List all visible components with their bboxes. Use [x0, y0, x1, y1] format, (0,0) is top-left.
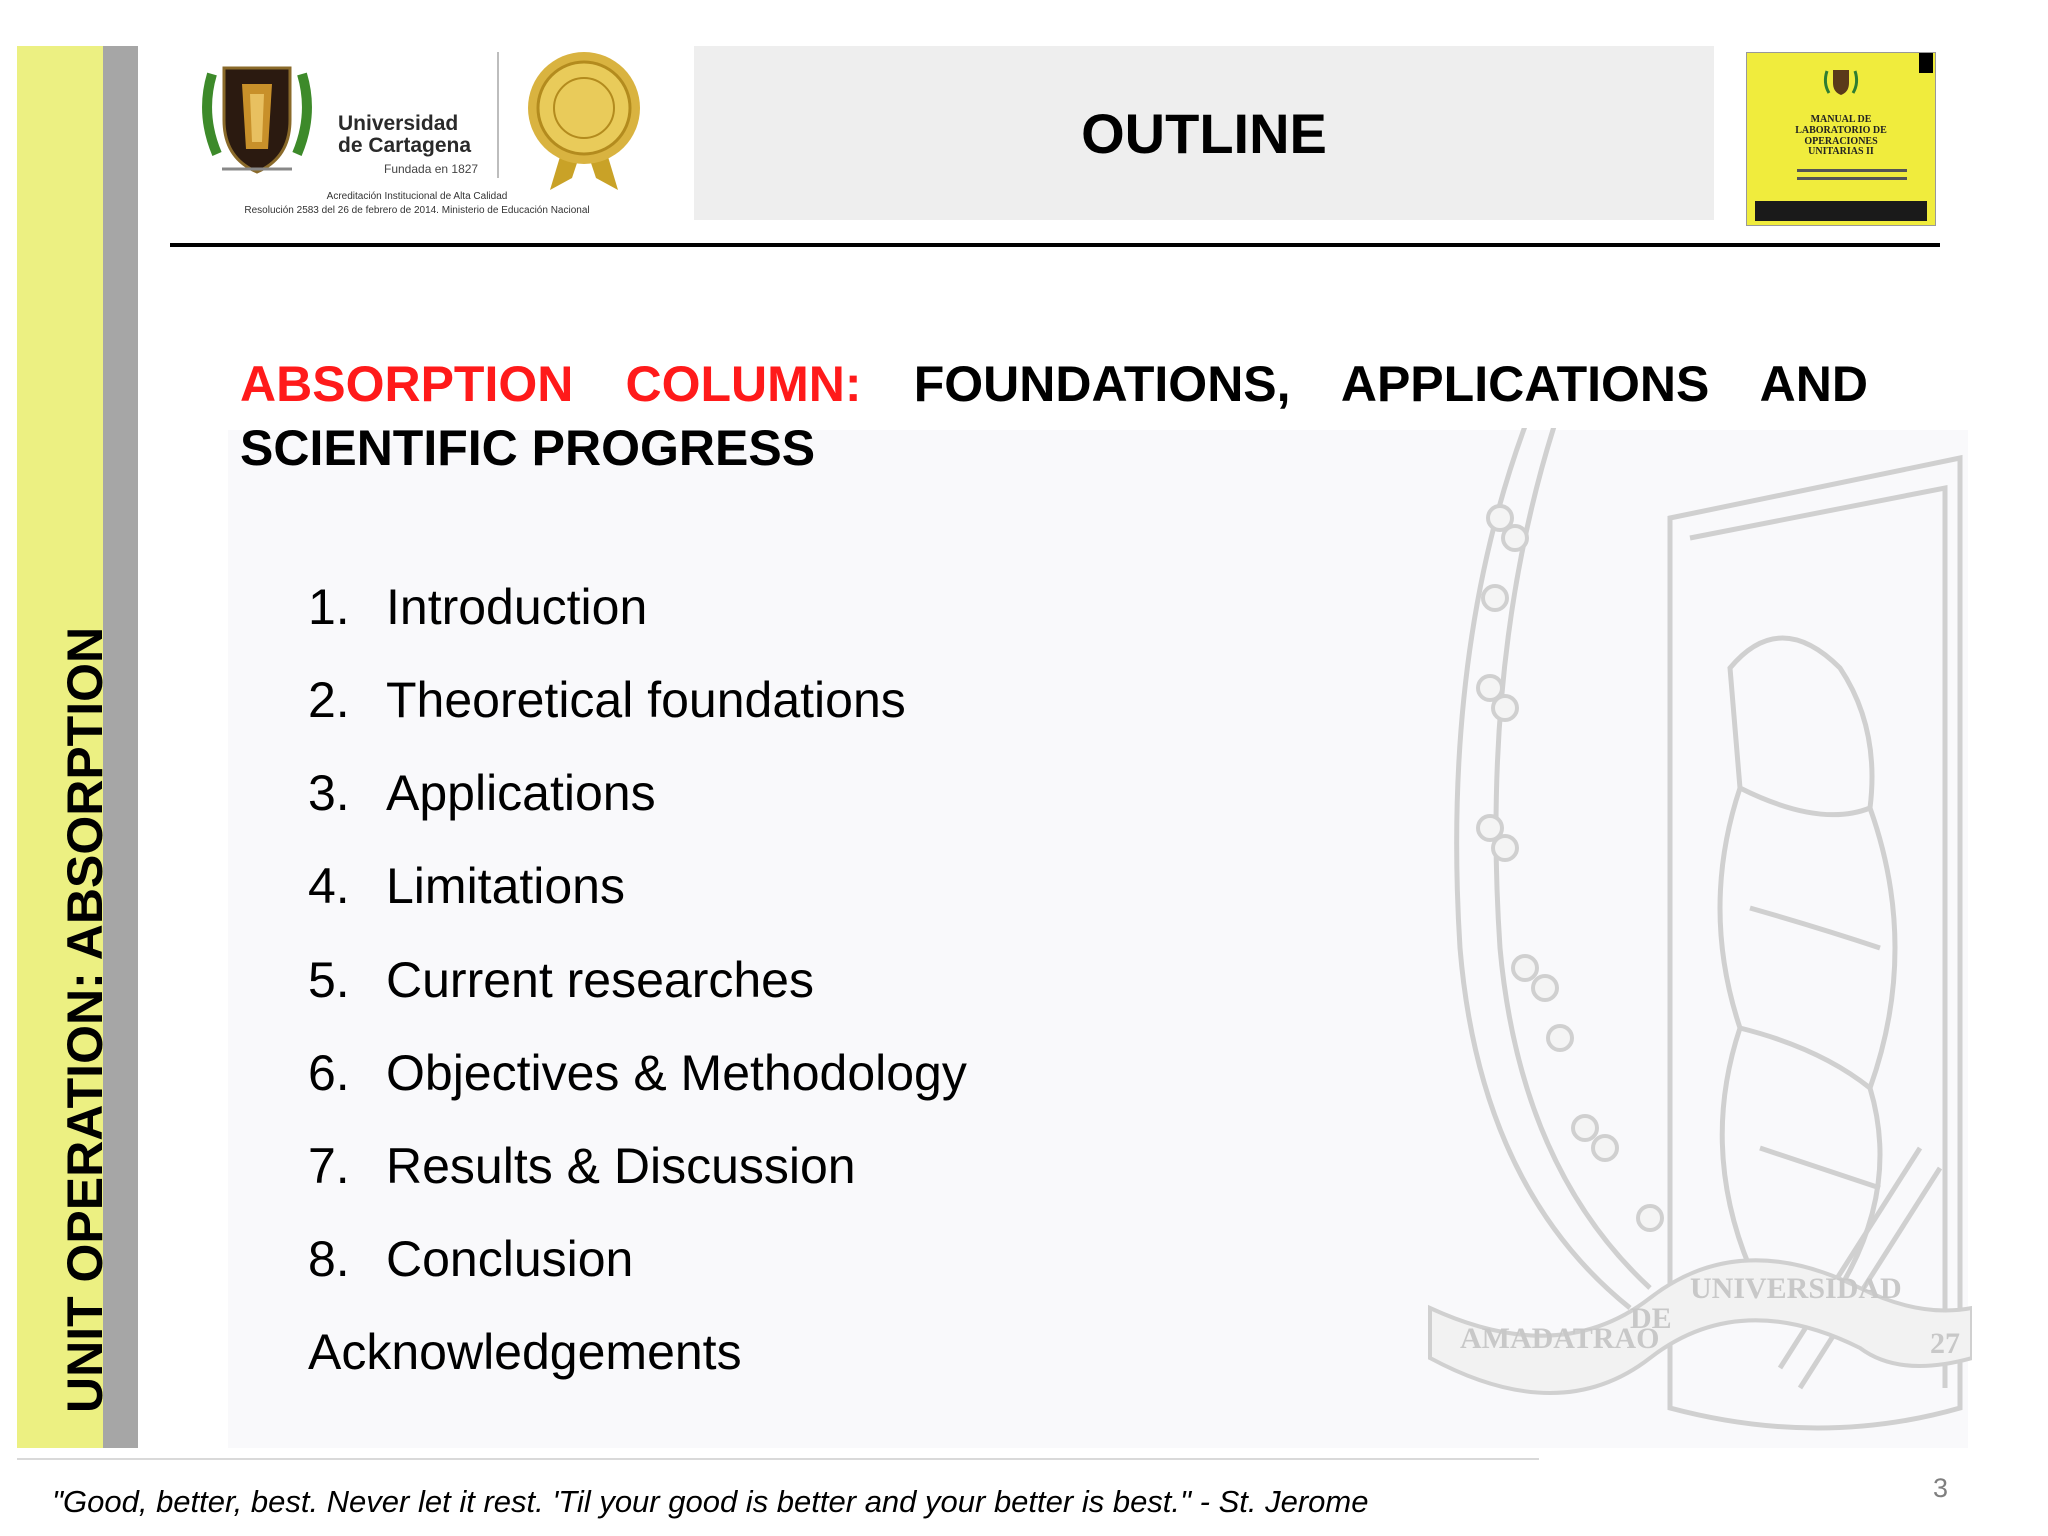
accreditation-text: Acreditación Institucional de Alta Calidad Resolución 2583 del 26 de febrero de 2014. Ministerio de Educación Nacional: [244, 191, 590, 216]
watermark-ribbon-year: 27: [1930, 1327, 1960, 1360]
list-item: 8. Conclusion: [308, 1231, 634, 1287]
logo-divider: [497, 52, 499, 178]
manual-author-lines: [1797, 169, 1907, 185]
manual-footer-band: [1755, 201, 1927, 221]
page-number: 3: [1933, 1473, 1949, 1503]
watermark-ribbon-left: AMADATRAO: [1460, 1322, 1660, 1355]
manual-crest-icon: [1821, 67, 1861, 97]
heading-black-part: FOUNDATIONS, APPLICATIONS AND SCIENTIFIC PROGRESS: [240, 356, 1868, 476]
list-item: 6. Objectives & Methodology: [308, 1045, 967, 1101]
list-item: 2. Theoretical foundations: [308, 672, 906, 728]
university-name: Universidad de Cartagena: [338, 112, 472, 158]
title-box: [694, 46, 1714, 220]
university-crest-watermark-icon: [1400, 428, 1972, 1458]
manual-title: MANUAL DE LABORATORIO DE OPERACIONES UNITARIAS II: [1795, 114, 1887, 158]
list-item: 4. Limitations: [308, 858, 625, 914]
list-item: 1. Introduction: [308, 579, 648, 635]
footer-quote: "Good, better, best. Never let it rest. 'Til your good is better and your better is best." - St. Jerome: [52, 1484, 1369, 1519]
list-item: 5. Current researches: [308, 952, 814, 1008]
manual-tab: [1919, 53, 1933, 73]
page-title: OUTLINE: [1081, 101, 1327, 165]
section-heading: [240, 352, 1868, 480]
heading-red-part: ABSORPTION COLUMN:: [240, 356, 862, 412]
manual-cover-thumbnail: [1746, 52, 1936, 226]
university-logo: [192, 50, 642, 222]
university-crest-icon: [192, 54, 322, 184]
header-rule: [170, 243, 1940, 247]
watermark-ribbon-right: UNIVERSIDAD: [1690, 1272, 1902, 1305]
list-item: 7. Results & Discussion: [308, 1138, 856, 1194]
list-item: 3. Applications: [308, 765, 656, 821]
sidebar-label: UNIT OPERATION: ABSORPTION: [57, 626, 113, 1413]
acknowledgements-item: Acknowledgements: [308, 1324, 742, 1380]
accreditation-seal-icon: [522, 50, 646, 192]
university-founded: Fundada en 1827: [384, 162, 479, 176]
footer-rule: [17, 1458, 1539, 1460]
watermark-ribbon-mid: DE: [1630, 1302, 1672, 1335]
